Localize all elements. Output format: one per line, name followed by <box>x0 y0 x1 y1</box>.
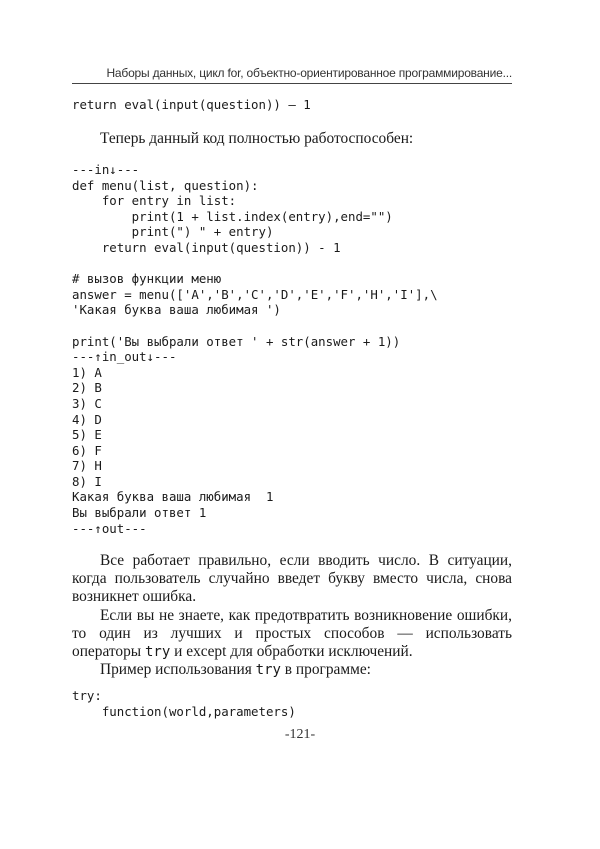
paragraph-1: Все работает правильно, если вводить число. В ситуации, когда пользователь случайно введет букву вместо числа, снова возникнет ошибка. <box>72 552 512 606</box>
code-line: 8) I <box>72 473 102 489</box>
paragraph-2 <box>72 607 512 662</box>
code-line: answer = menu(['A','B','C','D','E','F','H','I'],\ <box>72 286 438 302</box>
paragraph-2-and: и <box>170 643 187 661</box>
intro-paragraph <box>72 130 512 148</box>
body-text <box>72 552 512 679</box>
code-line: # вызов функции меню <box>72 271 222 287</box>
code-line: 4) D <box>72 411 102 427</box>
code-line: 5) E <box>72 427 102 443</box>
paragraph-2-tail: для обработки исключений. <box>226 643 413 661</box>
code-line: 6) F <box>72 442 102 458</box>
code-line: function(world,parameters) <box>72 703 296 719</box>
code-line: 7) H <box>72 458 102 474</box>
running-header: Наборы данных, цикл for, объектно-ориентированное программирование... <box>106 66 512 80</box>
code-line: ---↑out--- <box>72 520 147 536</box>
keyword-except: except <box>186 643 227 661</box>
code-line: 'Какая буква ваша любимая ') <box>72 302 281 318</box>
code-line: 3) C <box>72 395 102 411</box>
code-block-try <box>72 688 296 719</box>
keyword-try-2: try <box>255 662 281 679</box>
code-block-return <box>72 97 311 113</box>
paragraph-2-text: Если вы не знаете, как предотвратить возникновение ошибки, то один из лучших и простых способов — использовать операторы <box>72 606 512 661</box>
code-line: Какая буква ваша любимая 1 <box>72 489 274 505</box>
header-rule <box>72 83 512 84</box>
paragraph-3-text: Пример использования <box>100 661 256 679</box>
code-line: 2) B <box>72 380 102 396</box>
intro-text: Теперь данный код полностью работоспособен: <box>100 130 414 147</box>
code-line: def menu(list, question): <box>72 177 259 193</box>
code-line: print(1 + list.index(entry),end="") <box>72 208 393 224</box>
code-line: 1) A <box>72 364 102 380</box>
code-line: try: <box>72 688 102 703</box>
code-line: return eval(input(question)) – 1 <box>72 97 311 112</box>
code-line: return eval(input(question)) - 1 <box>72 239 341 255</box>
code-line: ---in↓--- <box>72 162 140 177</box>
keyword-try: try <box>145 644 171 661</box>
code-line: for entry in list: <box>72 193 237 209</box>
code-line: print('Вы выбрали ответ ' + str(answer + 1)) <box>72 333 401 349</box>
code-line: print(") " + entry) <box>72 224 274 240</box>
page-number: -121- <box>284 727 316 742</box>
code-line: ---↑in_out↓--- <box>72 349 177 365</box>
paragraph-3-tail: в программе: <box>280 661 371 679</box>
code-line: Вы выбрали ответ 1 <box>72 505 207 521</box>
code-block-menu <box>72 162 438 536</box>
paragraph-3 <box>72 661 512 679</box>
